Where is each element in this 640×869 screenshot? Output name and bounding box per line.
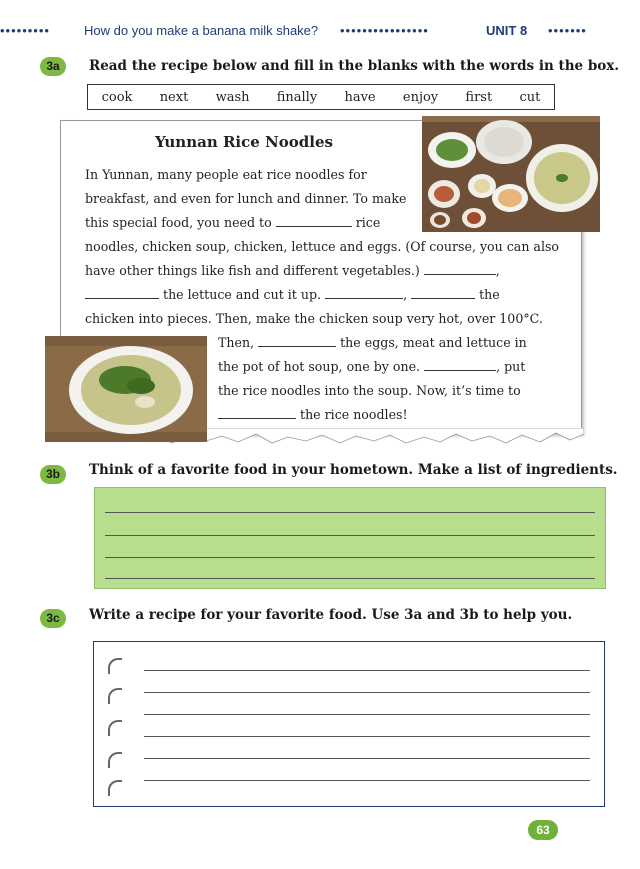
recipe-text: , bbox=[403, 287, 408, 302]
page-number: 63 bbox=[528, 820, 558, 840]
recipe-writing-box[interactable] bbox=[93, 641, 605, 807]
recipe-text: rice bbox=[355, 215, 381, 230]
word-box-item: cut bbox=[519, 89, 541, 105]
noodle-soup-photo bbox=[45, 336, 207, 442]
fill-blank[interactable] bbox=[411, 286, 475, 299]
bullet-hook-icon bbox=[108, 752, 122, 768]
fill-blank[interactable] bbox=[218, 406, 296, 419]
word-box-item: finally bbox=[276, 89, 318, 105]
ingredients-writing-box[interactable] bbox=[94, 487, 606, 589]
recipe-line bbox=[218, 403, 408, 427]
writing-line bbox=[105, 535, 595, 536]
writing-line bbox=[105, 512, 595, 513]
recipe-text: the pot of hot soup, one by one. bbox=[218, 359, 421, 374]
recipe-line bbox=[218, 355, 525, 379]
recipe-text: the eggs, meat and lettuce in bbox=[340, 335, 527, 350]
writing-line bbox=[144, 736, 590, 737]
page-header bbox=[0, 20, 640, 42]
recipe-text: , put bbox=[496, 359, 526, 374]
fill-blank[interactable] bbox=[424, 358, 496, 371]
word-box-item: cook bbox=[101, 89, 133, 105]
instruction-3c: Write a recipe for your favorite food. Use 3a and 3b to help you. bbox=[89, 607, 573, 623]
fill-blank[interactable] bbox=[276, 214, 352, 227]
fill-blank[interactable] bbox=[325, 286, 403, 299]
recipe-line bbox=[85, 283, 500, 307]
writing-line bbox=[144, 714, 590, 715]
recipe-line: noodles, chicken soup, chicken, lettuce and eggs. (Of course, you can also bbox=[85, 239, 560, 254]
section-badge-3c: 3c bbox=[40, 609, 66, 628]
recipe-line: breakfast, and even for lunch and dinner. To make bbox=[85, 191, 407, 206]
fill-blank[interactable] bbox=[85, 286, 159, 299]
header-dots-mid: •••••••••••••••• bbox=[340, 23, 429, 38]
recipe-line bbox=[85, 211, 380, 235]
word-box-item: first bbox=[465, 89, 493, 105]
writing-line bbox=[105, 578, 595, 579]
noodle-dishes-photo bbox=[422, 116, 600, 232]
bullet-hook-icon bbox=[108, 780, 122, 796]
word-box-item: enjoy bbox=[402, 89, 439, 105]
writing-line bbox=[144, 670, 590, 671]
fill-blank[interactable] bbox=[258, 334, 336, 347]
recipe-text: have other things like fish and different vegetables.) bbox=[85, 263, 420, 278]
instruction-3a: Read the recipe below and fill in the blanks with the words in the box. bbox=[89, 58, 620, 74]
writing-line bbox=[144, 758, 590, 759]
word-box-item: have bbox=[344, 89, 376, 105]
header-title: How do you make a banana milk shake? bbox=[84, 23, 319, 38]
recipe-text: the lettuce and cut it up. bbox=[163, 287, 322, 302]
bullet-hook-icon bbox=[108, 688, 122, 704]
recipe-line: the rice noodles into the soup. Now, it’s time to bbox=[218, 383, 521, 398]
recipe-text: the bbox=[479, 287, 500, 302]
recipe-line: In Yunnan, many people eat rice noodles for bbox=[85, 167, 367, 182]
section-badge-3b: 3b bbox=[40, 465, 66, 484]
recipe-text: this special food, you need to bbox=[85, 215, 272, 230]
section-badge-3a: 3a bbox=[40, 57, 66, 76]
recipe-line bbox=[85, 259, 500, 283]
writing-line bbox=[105, 557, 595, 558]
recipe-line: chicken into pieces. Then, make the chicken soup very hot, over 100°C. bbox=[85, 311, 543, 326]
recipe-text: Then, bbox=[218, 335, 255, 350]
writing-line bbox=[144, 780, 590, 781]
word-box bbox=[87, 84, 555, 110]
word-box-item: next bbox=[159, 89, 189, 105]
header-dots-left: ••••••••• bbox=[0, 23, 50, 38]
recipe-title: Yunnan Rice Noodles bbox=[155, 133, 333, 151]
fill-blank[interactable] bbox=[424, 262, 496, 275]
instruction-3b: Think of a favorite food in your hometown. Make a list of ingredients. bbox=[89, 462, 618, 478]
writing-line bbox=[144, 692, 590, 693]
unit-label: UNIT 8 bbox=[486, 23, 528, 38]
recipe-text: the rice noodles! bbox=[300, 407, 408, 422]
recipe-text: , bbox=[495, 263, 500, 278]
recipe-line bbox=[218, 331, 527, 355]
bullet-hook-icon bbox=[108, 720, 122, 736]
header-dots-right: ••••••• bbox=[548, 23, 587, 38]
bullet-hook-icon bbox=[108, 658, 122, 674]
word-box-item: wash bbox=[215, 89, 250, 105]
